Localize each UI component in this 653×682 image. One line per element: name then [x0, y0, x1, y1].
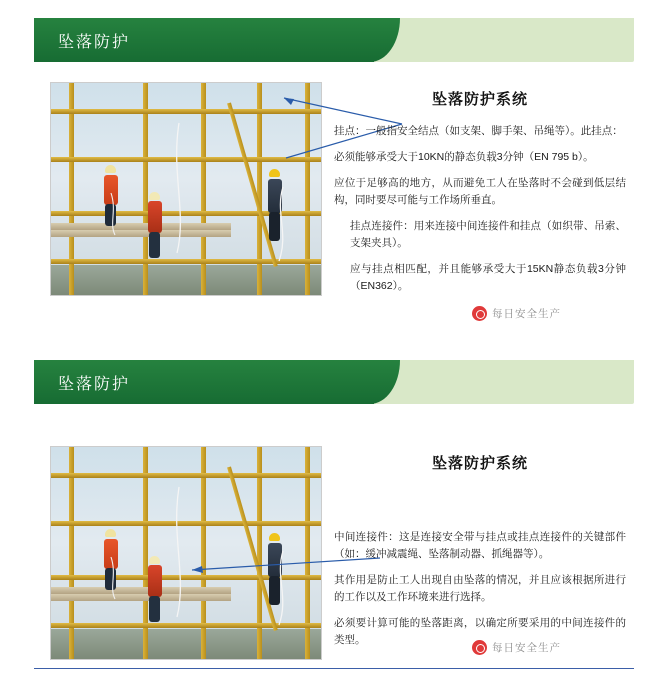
slide-1-photo: [50, 82, 322, 296]
slide-2-content: [34, 404, 634, 664]
slide-2-photo: [50, 446, 322, 660]
slide-1-system-title: 坠落防护系统: [431, 91, 528, 108]
safety-rope-lines: [51, 83, 321, 295]
slide-1-paragraph-4: 挂点连接件：用来连接中间连接件和挂点（如织带、吊索、支架夹具）。: [350, 220, 626, 249]
watermark-logo-icon: [472, 640, 487, 655]
slide-2-paragraph-2: 其作用是防止工人出现自由坠落的情况，并且应该根据所进行的工作以及工作环境来进行选择。: [334, 574, 626, 603]
slide-1-paragraph-2: 必须能够承受大于10KN的静态负载3分钟（EN 795 b）。: [334, 151, 594, 163]
slide-2-header-bar: [34, 360, 634, 404]
slide-2-watermark: [472, 640, 561, 655]
slide-2-watermark-text: 每日安全生产: [492, 642, 561, 654]
slide-1-content: [34, 62, 634, 322]
slide-2-text-column: [334, 446, 626, 658]
slide-1-header-title: 坠落防护: [58, 34, 131, 51]
slide-1-header-bar: [34, 18, 634, 62]
slide-1-paragraph-1: 挂点：一般指安全结点（如支架、脚手架、吊绳等）。此挂点：: [334, 125, 623, 137]
slide-2-paragraph-3: 必须要计算可能的坠落距离，以确定所要采用的中间连接件的类型。: [334, 617, 626, 646]
slide-2-system-title: 坠落防护系统: [431, 455, 528, 472]
bottom-divider: [34, 668, 634, 669]
slide-1: [0, 0, 653, 340]
slide-2: [0, 342, 653, 682]
safety-rope-lines: [51, 447, 321, 659]
slide-1-watermark-text: 每日安全生产: [492, 308, 561, 320]
slide-1-paragraph-5: 应与挂点相匹配，并且能够承受大于15KN静态负载3分钟（EN362）。: [350, 263, 626, 292]
watermark-logo-icon: [472, 306, 487, 321]
slide-2-paragraph-1: 中间连接件：这是连接安全带与挂点或挂点连接件的关键部件（如：缓冲减震绳、坠落制动器、抓绳器等）。: [334, 531, 626, 560]
slide-1-text-column: [334, 82, 626, 304]
slide-1-watermark: [472, 306, 561, 321]
slide-2-header-title: 坠落防护: [58, 376, 131, 393]
slide-1-paragraph-3: 应位于足够高的地方，从而避免工人在坠落时不会碰到低层结构，同时要尽可能与工作场所垂直。: [334, 177, 626, 206]
